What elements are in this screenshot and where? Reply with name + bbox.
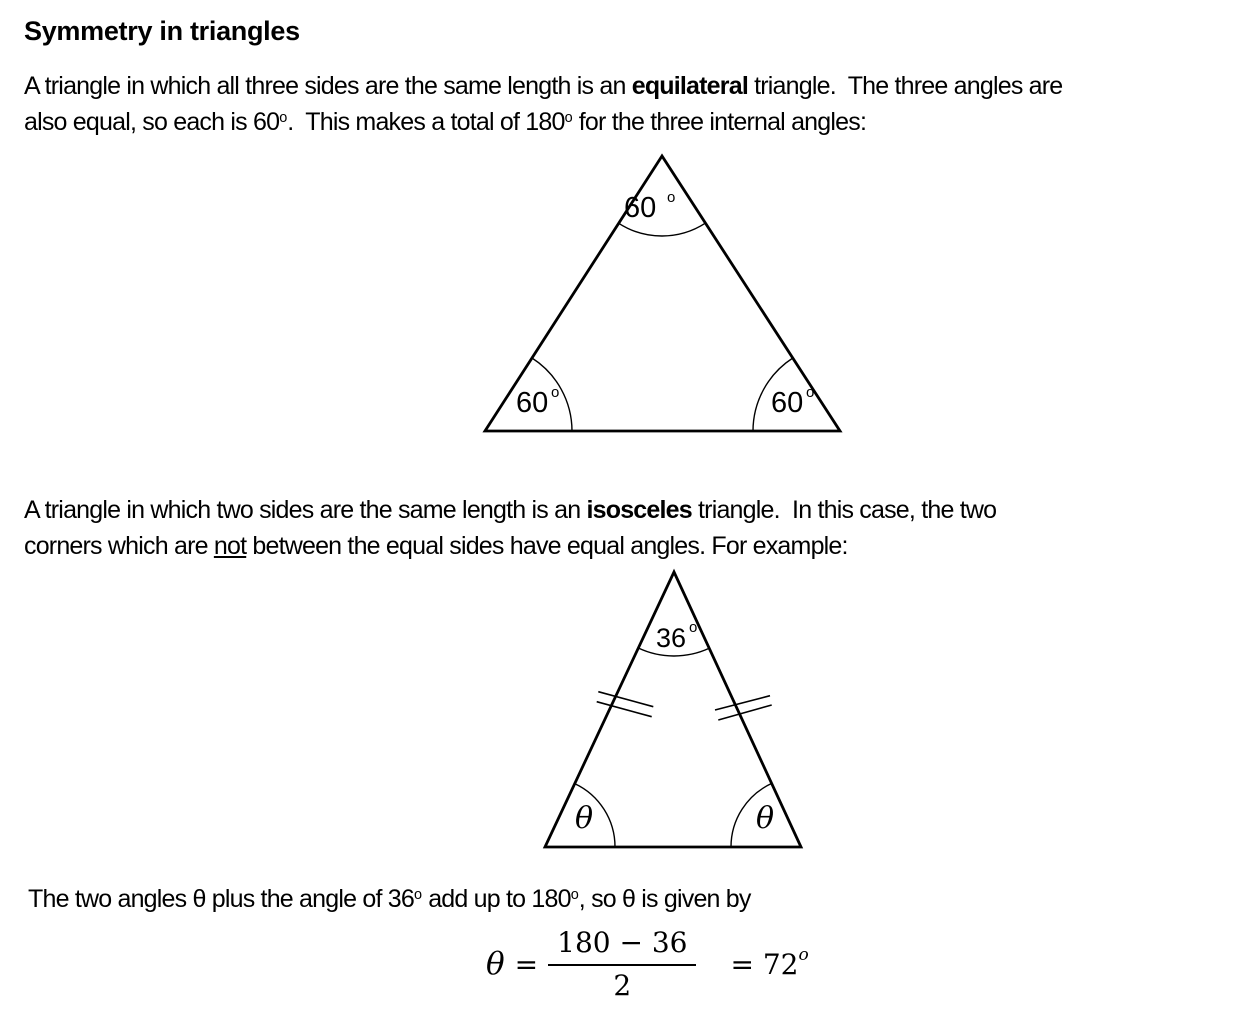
degree-superscript: o	[413, 887, 423, 904]
formula-theta: θ	[486, 946, 505, 982]
theta-equation	[486, 926, 809, 1002]
text-segment: triangle. In this case, the two	[691, 496, 997, 524]
formula-result-degree-superscript: o	[798, 944, 809, 965]
bold-term-equilateral: equilateral	[631, 72, 748, 100]
paragraph-line	[24, 492, 996, 528]
isosceles-triangle-diagram	[480, 560, 880, 860]
apex-angle-label: 60	[624, 192, 657, 224]
paragraph-line	[24, 104, 1062, 144]
paragraph-line	[28, 881, 751, 921]
paragraph-isosceles	[24, 492, 996, 564]
text-segment: between the equal sides have equal angles. For example:	[246, 532, 848, 560]
degree-superscript: o	[564, 110, 573, 127]
paragraph-theta-explanation	[28, 881, 751, 921]
left-theta-label: θ	[575, 801, 594, 836]
text-segment: . This makes a total of 180	[287, 108, 565, 136]
text-segment: also equal, so each is 60	[24, 108, 280, 136]
right-angle-label: 60	[771, 387, 804, 419]
fraction-numerator: 180 − 36	[548, 926, 696, 966]
paragraph-line	[24, 528, 996, 564]
text-segment: The two angles θ plus the angle of 36	[28, 885, 414, 913]
apex-angle-degree-superscript: o	[667, 189, 676, 206]
equilateral-triangle-diagram	[420, 150, 900, 450]
text-segment: triangle. The three angles are	[747, 72, 1063, 100]
degree-superscript: o	[279, 110, 288, 127]
fraction-denominator: 2	[613, 969, 632, 1002]
left-angle-degree-superscript: o	[551, 384, 560, 401]
text-segment: A triangle in which two sides are the same length is an	[24, 496, 587, 524]
right-side-equal-tick-marks	[715, 696, 772, 720]
underlined-word-not: not	[213, 532, 247, 560]
paragraph-line	[24, 68, 1062, 104]
text-segment: corners which are	[24, 532, 214, 560]
apex-angle-degree-superscript: o	[689, 619, 698, 636]
degree-superscript: o	[570, 887, 579, 904]
text-segment: , so θ is given by	[578, 885, 751, 913]
left-angle-label: 60	[516, 387, 549, 419]
left-side-equal-tick-marks	[597, 692, 654, 717]
apex-angle-arc	[619, 223, 706, 236]
paragraph-equilateral	[24, 68, 1062, 144]
text-segment: A triangle in which all three sides are the same length is an	[24, 72, 632, 100]
formula-equals-sign: =	[514, 947, 539, 981]
formula-fraction	[548, 926, 696, 1002]
apex-angle-label: 36	[656, 623, 687, 653]
right-theta-label: θ	[756, 801, 775, 836]
page-title: Symmetry in triangles	[24, 16, 300, 46]
text-segment: for the three internal angles:	[572, 108, 867, 136]
formula-result: = 72	[730, 947, 799, 981]
bold-term-isosceles: isosceles	[586, 496, 692, 524]
right-angle-degree-superscript: o	[806, 384, 815, 401]
text-segment: add up to 180	[422, 885, 571, 913]
